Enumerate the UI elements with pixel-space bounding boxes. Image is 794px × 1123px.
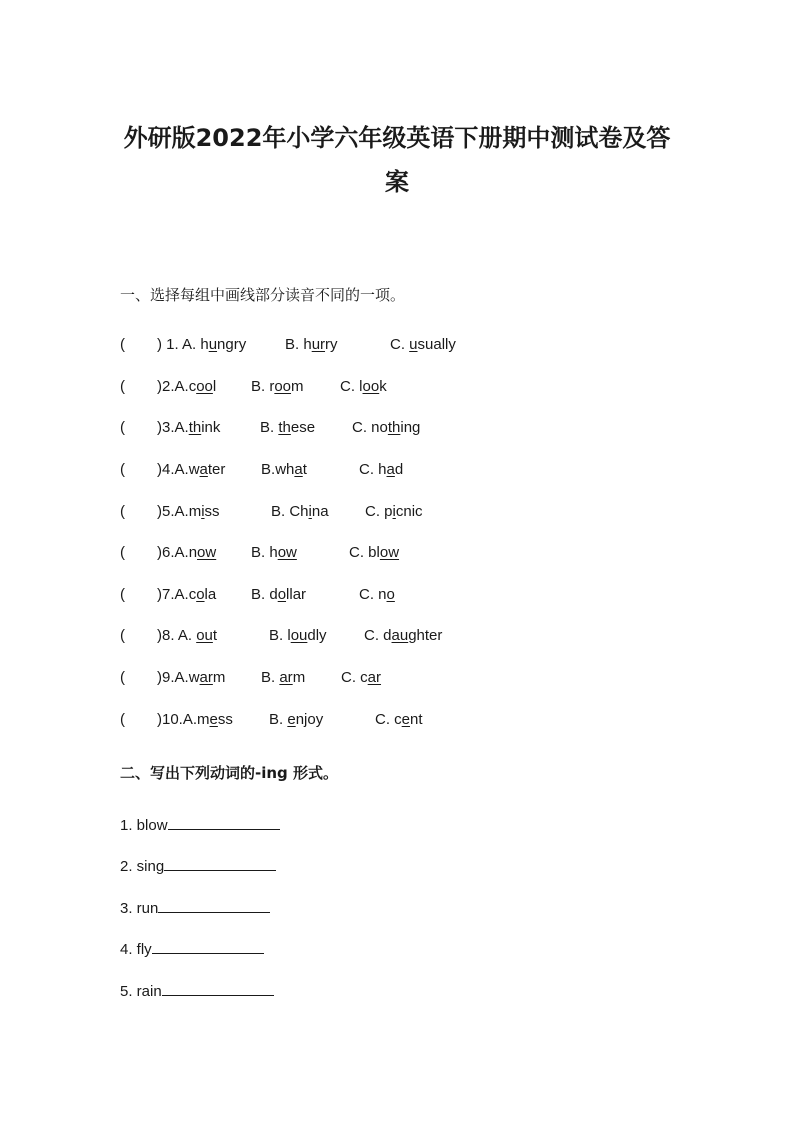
option-c: C. cent [375, 711, 423, 728]
question-number-and-option-a: )6.A.now [157, 544, 217, 561]
underlined-letters: ow [197, 544, 217, 561]
underlined-letters: th [278, 419, 291, 436]
underlined-letters: ar [199, 669, 213, 686]
verb-label: 4. fly [120, 941, 152, 958]
option-b: B. arm [261, 669, 306, 686]
underlined-letters: i [308, 503, 312, 520]
answer-bracket[interactable]: ( [120, 627, 125, 644]
question-number-and-option-a: )5.A.miss [157, 503, 220, 520]
underlined-letters: ow [379, 544, 400, 561]
option-c: C. picnic [365, 503, 423, 520]
answer-bracket[interactable]: ( [120, 669, 125, 686]
option-b: B. room [251, 378, 304, 395]
verb-label: 2. sing [120, 858, 165, 875]
option-c: C. usually [390, 336, 456, 353]
question-number-and-option-a: )10.A.mess [157, 711, 233, 728]
underlined-letters: o [277, 586, 287, 603]
fill-in-item [120, 981, 274, 1000]
underlined-letters: u [409, 336, 418, 353]
option-b: B. loudly [269, 627, 327, 644]
section-1-heading: 一、选择每组中画线部分读音不同的一项。 [120, 286, 406, 304]
fill-in-item [120, 856, 276, 875]
section-2-heading: 二、写出下列动词的-ing 形式。 [120, 764, 339, 782]
underlined-letters: au [391, 627, 409, 644]
fill-in-item [120, 898, 270, 917]
underlined-letters: th [387, 419, 401, 436]
option-b: B. hurry [285, 336, 338, 353]
option-c: C. blow [349, 544, 400, 561]
option-b: B. how [251, 544, 297, 561]
answer-bracket[interactable]: ( [120, 419, 125, 436]
option-c: C. had [359, 461, 404, 478]
answer-blank[interactable] [162, 981, 274, 996]
underlined-letters: i [201, 503, 205, 520]
option-b: B. China [271, 503, 329, 520]
option-c: C. nothing [352, 419, 421, 436]
answer-bracket[interactable]: ( [120, 544, 125, 561]
underlined-letters: ow [277, 544, 297, 561]
verb-label: 3. run [120, 900, 159, 917]
answer-blank[interactable] [152, 939, 264, 954]
question-number-and-option-a: )9.A.warm [157, 669, 226, 686]
verb-label: 1. blow [120, 817, 168, 834]
underlined-letters: ur [311, 336, 326, 353]
underlined-letters: oo [196, 378, 213, 395]
underlined-letters: u [208, 336, 218, 353]
option-b: B. these [260, 419, 316, 436]
answer-blank[interactable] [158, 898, 270, 913]
answer-bracket[interactable]: ( [120, 378, 125, 395]
underlined-letters: e [401, 711, 411, 728]
question-number-and-option-a: ) 1. A. hungry [157, 336, 247, 353]
option-c: C. no [359, 586, 395, 603]
answer-bracket[interactable]: ( [120, 586, 125, 603]
underlined-letters: a [199, 461, 208, 478]
question-number-and-option-a: )4.A.water [157, 461, 226, 478]
fill-in-item [120, 815, 280, 834]
verb-label: 5. rain [120, 983, 162, 1000]
underlined-letters: oo [274, 378, 292, 395]
answer-bracket[interactable]: ( [120, 503, 125, 520]
option-c: C. car [341, 669, 382, 686]
underlined-letters: a [386, 461, 395, 478]
page-title [100, 116, 694, 204]
question-number-and-option-a: )7.A.cola [157, 586, 217, 603]
underlined-letters: th [188, 419, 202, 436]
underlined-letters: ou [290, 627, 308, 644]
underlined-letters: a [294, 461, 303, 478]
question-number-and-option-a: )3.A.think [157, 419, 221, 436]
option-b: B. dollar [251, 586, 307, 603]
question-number-and-option-a: )2.A.cool [157, 378, 217, 395]
answer-bracket[interactable]: ( [120, 461, 125, 478]
underlined-letters: ou [196, 627, 213, 644]
underlined-letters: e [287, 711, 296, 728]
answer-blank[interactable] [164, 856, 276, 871]
underlined-letters: i [392, 503, 396, 520]
answer-blank[interactable] [168, 815, 280, 830]
underlined-letters: o [386, 586, 395, 603]
fill-in-item [120, 939, 264, 958]
option-c: C. daughter [364, 627, 443, 644]
title-line-1: 外研版2022年小学六年级英语下册期中测试卷及答 [123, 124, 671, 152]
option-c: C. look [340, 378, 387, 395]
underlined-letters: e [209, 711, 218, 728]
underlined-letters: o [196, 586, 205, 603]
answer-bracket[interactable]: ( [120, 711, 125, 728]
question-number-and-option-a: )8. A. out [157, 627, 218, 644]
underlined-letters: ar [367, 669, 382, 686]
underlined-letters: oo [362, 378, 380, 395]
underlined-letters: ar [279, 669, 293, 686]
option-b: B. enjoy [269, 711, 324, 728]
title-line-2: 案 [385, 168, 409, 196]
answer-bracket[interactable]: ( [120, 336, 125, 353]
option-b: B.what [261, 461, 307, 478]
